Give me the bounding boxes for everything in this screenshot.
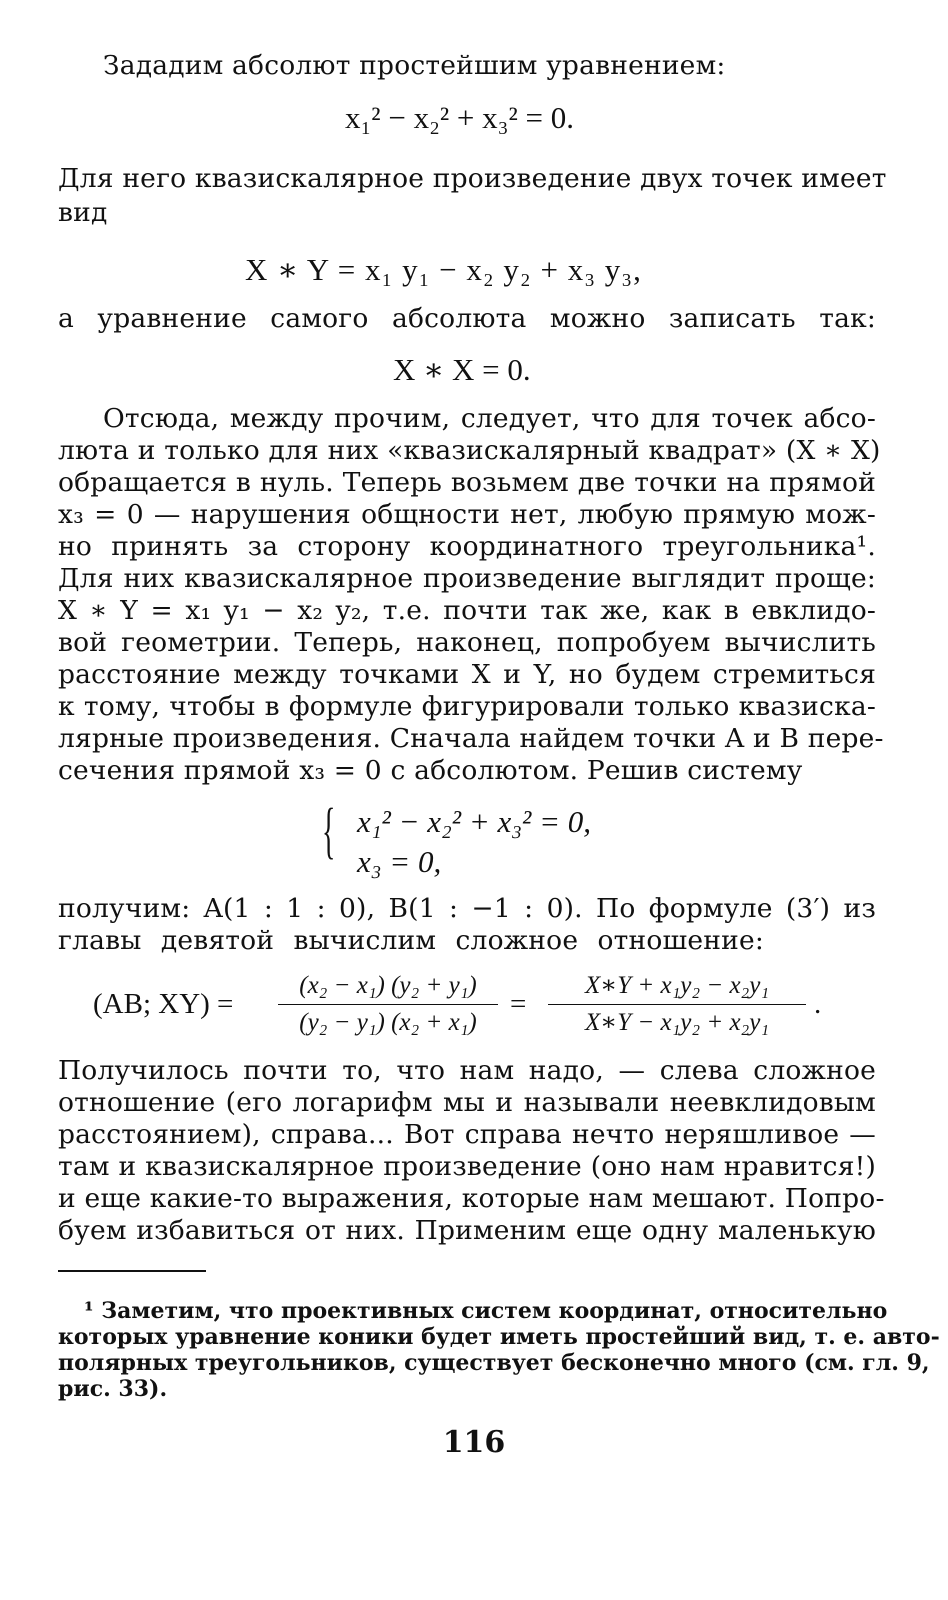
fraction-1-numerator: (x₂ − x₁) (y₂ + y₁): [278, 972, 498, 1005]
footnote-separator: [58, 1270, 206, 1272]
text-line: но принять за сторону координатного треугольника¹.: [58, 531, 876, 562]
footnote-line: полярных треугольников, существует бесконечно много (см. гл. 9,: [58, 1350, 930, 1376]
text-line: Отсюда, между прочим, следует, что для точек абсо-: [103, 403, 876, 434]
text-line: к тому, чтобы в формуле фигурировали только квазиска-: [58, 691, 876, 722]
text-line: X ∗ Y = x₁ y₁ − x₂ y₂, т.е. почти так же, как в евклидо-: [58, 595, 876, 626]
formula-quasi-scalar-product: X ∗ Y = x₁ y₁ − x₂ y₂ + x₃ y₃,: [245, 252, 642, 287]
formula-absolute-equation: x₁² − x₂² + x₃² = 0.: [345, 100, 575, 135]
text-line: расстояние между точками X и Y, но будем стремиться: [58, 659, 876, 690]
text-line: а уравнение самого абсолюта можно записать так:: [58, 303, 876, 334]
formula-system-line-1: x₁² − x₂² + x₃² = 0,: [357, 804, 591, 839]
page-number: 116: [442, 1425, 506, 1460]
formula-absolute-product: X ∗ X = 0.: [393, 352, 531, 387]
text-line: обращается в нуль. Теперь возьмем две точки на прямой: [58, 467, 876, 498]
text-line: лярные произведения. Сначала найдем точки A и B пере-: [58, 723, 884, 754]
cross-ratio-fraction-1: [278, 972, 498, 1037]
fraction-2-denominator: X∗Y − x₁y₂ + x₂y₁: [584, 1009, 770, 1036]
text-line: Для него квазискалярное произведение двух точек имеет: [58, 163, 887, 194]
text-line: расстоянием), справа... Вот справа нечто неряшливое —: [58, 1119, 876, 1150]
fraction-2-numerator: X∗Y + x₁y₂ − x₂y₁: [548, 972, 806, 1005]
text-line: Для них квазискалярное произведение выглядит проще:: [58, 563, 876, 594]
cross-ratio-fraction-2: [548, 972, 806, 1037]
text-line: Зададим абсолют простейшим уравнением:: [103, 50, 726, 81]
text-line: получим: A(1 : 1 : 0), B(1 : −1 : 0). По формуле (3′) из: [58, 893, 876, 924]
fraction-1-denominator: (y₂ − y₁) (x₂ + x₁): [299, 1009, 477, 1036]
text-line: люта и только для них «квазискалярный квадрат» (X ∗ X): [58, 435, 881, 466]
text-line: отношение (его логарифм мы и называли неевклидовым: [58, 1087, 876, 1118]
text-line: главы девятой вычислим сложное отношение:: [58, 925, 764, 956]
cross-ratio-lhs: (AB; XY) =: [93, 988, 234, 1020]
text-line: x₃ = 0 — нарушения общности нет, любую прямую мож-: [58, 499, 876, 530]
footnote-line: ¹ Заметим, что проективных систем координат, относительно: [84, 1298, 888, 1324]
formula-system-line-2: x₃ = 0,: [357, 844, 442, 879]
text-line: там и квазискалярное произведение (оно нам нравится!): [58, 1151, 876, 1182]
footnote-line: рис. 33).: [58, 1376, 168, 1402]
text-line: вой геометрии. Теперь, наконец, попробуем вычислить: [58, 627, 876, 658]
text-line: и еще какие-то выражения, которые нам мешают. Попро-: [58, 1183, 885, 1214]
text-line: вид: [58, 197, 108, 228]
text-line: сечения прямой x₃ = 0 с абсолютом. Решив систему: [58, 755, 803, 786]
text-line: буем избавиться от них. Применим еще одну маленькую: [58, 1215, 876, 1246]
system-brace: {: [322, 797, 336, 865]
text-line: Получилось почти то, что нам надо, — слева сложное: [58, 1055, 876, 1086]
footnote-line: которых уравнение коники будет иметь простейший вид, т. е. авто-: [58, 1324, 940, 1350]
cross-ratio-equals: =: [510, 988, 527, 1020]
cross-ratio-period: .: [814, 988, 822, 1020]
